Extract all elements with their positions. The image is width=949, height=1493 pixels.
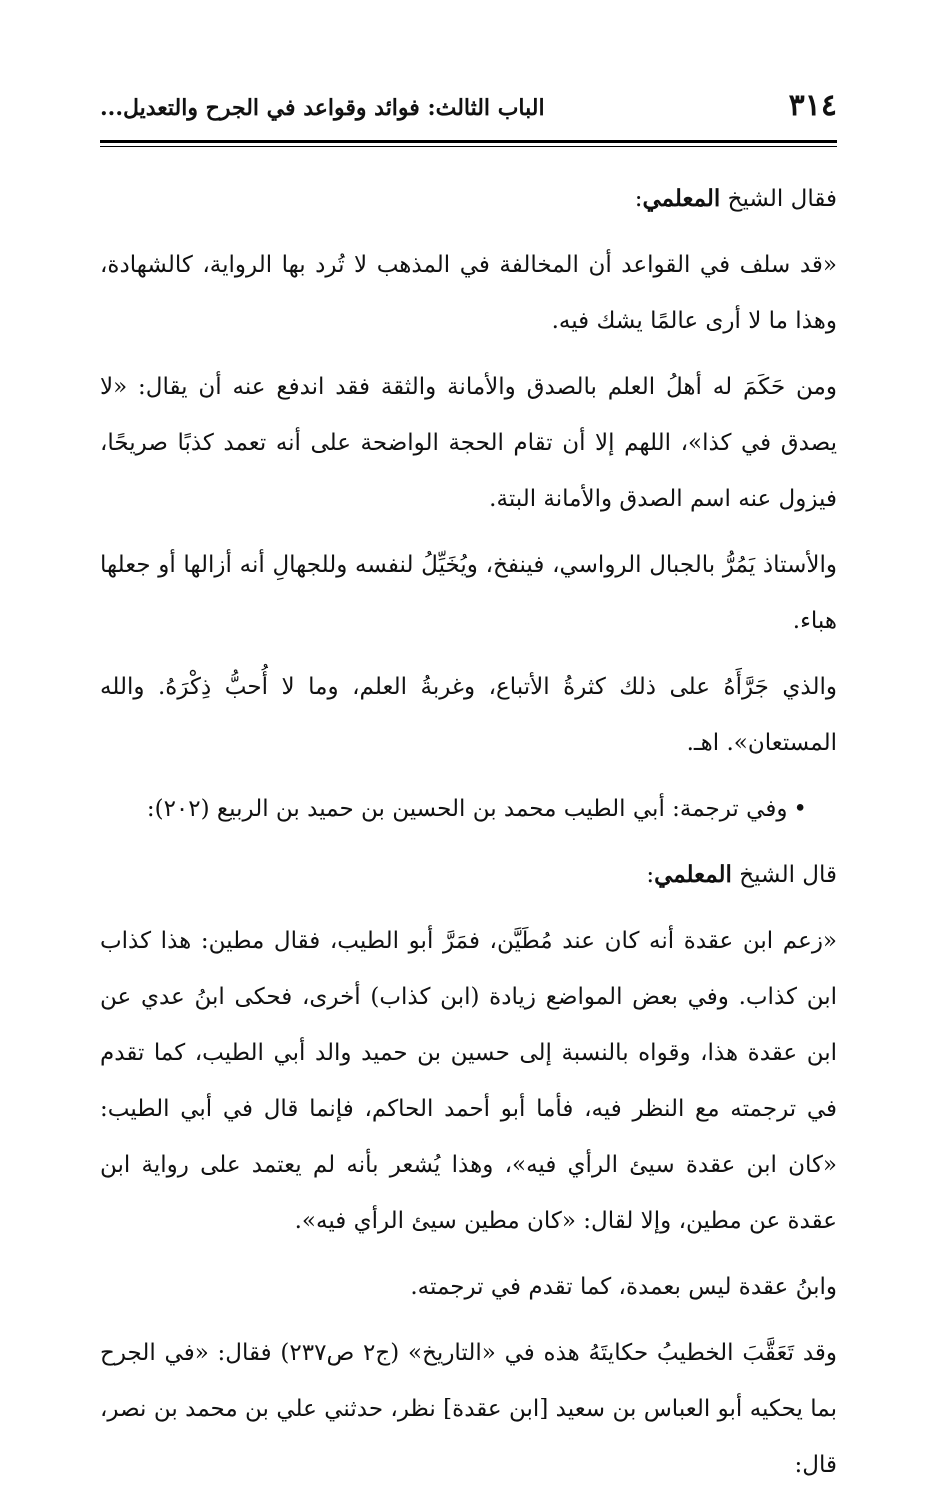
paragraph-intro-1 [100, 171, 837, 227]
bullet-item [100, 781, 837, 837]
page-number: ٣١٤ [788, 88, 837, 123]
intro-suffix: : [634, 186, 643, 212]
page-header [100, 88, 837, 134]
author-name: المعلمي [654, 861, 732, 888]
paragraph-quote-4: والذي جَرَّأَهُ على ذلك كثرةُ الأتباع، وغربةُ العلم، وما لا أُحبُّ ذِكْرَهُ. والله المستعان». اهـ. [100, 674, 837, 756]
paragraph-intro-2 [100, 847, 837, 903]
bullet-icon: • [793, 796, 807, 822]
paragraph-quote-7: وقد تَعَقَّبَ الخطيبُ حكايتَهُ هذه في «التاريخ» (ج٢ ص٢٣٧) فقال: «في الجرح بما يحكيه أبو العباس بن سعيد [ابن عقدة] نظر، حدثني علي بن محمد بن نصر، قال: [100, 1340, 837, 1478]
paragraph-quote-2: ومن حَكَمَ له أهلُ العلم بالصدق والأمانة والثقة فقد اندفع عنه أن يقال: «لا يصدق في كذا»، اللهم إلا أن تقام الحجة الواضحة على أنه تعمد كذبًا صريحًا، فيزول عنه اسم الصدق والأمانة البتة. [100, 374, 837, 512]
header-rule-thin [100, 146, 837, 147]
intro-suffix: : [646, 862, 655, 888]
paragraph-quote-6: وابنُ عقدة ليس بعمدة، كما تقدم في ترجمته. [410, 1274, 837, 1300]
body-text [100, 171, 837, 1493]
bullet-text: وفي ترجمة: أبي الطيب محمد بن الحسين بن حميد بن الربيع (٢٠٢): [146, 796, 788, 822]
author-name: المعلمي [642, 185, 721, 212]
intro-prefix: فقال الشيخ [720, 186, 837, 212]
intro-prefix: قال الشيخ [731, 862, 837, 888]
running-title: الباب الثالث: فوائد وقواعد في الجرح والتعديل... [100, 95, 545, 121]
paragraph-quote-3: والأستاذ يَمُرُّ بالجبال الرواسي، فينفخ، ويُخَيِّلُ لنفسه وللجهالِ أنه أزالها أو جعلها هباء. [100, 552, 837, 634]
paragraph-quote-5: «زعم ابن عقدة أنه كان عند مُطَيَّن، فمَرَّ أبو الطيب، فقال مطين: هذا كذاب ابن كذاب. وفي بعض المواضع زيادة (ابن كذاب) أخرى، فحكى ابنُ عدي عن ابن عقدة هذا، وقواه بالنسبة إلى حسين بن حميد والد أبي الطيب، كما تقدم في ترجمته مع النظر فيه، فأما أبو أحمد الحاكم، فإنما قال في أبي الطيب: «كان ابن عقدة سيئ الرأي فيه»، وهذا يُشعر بأنه لم يعتمد على رواية ابن عقدة عن مطين، وإلا لقال: «كان مطين سيئ الرأي فيه». [100, 928, 837, 1234]
paragraph-quote-1: «قد سلف في القواعد أن المخالفة في المذهب لا تُرد بها الرواية، كالشهادة، وهذا ما لا أرى عالمًا يشك فيه. [100, 252, 837, 334]
header-rule-thick [100, 140, 837, 143]
